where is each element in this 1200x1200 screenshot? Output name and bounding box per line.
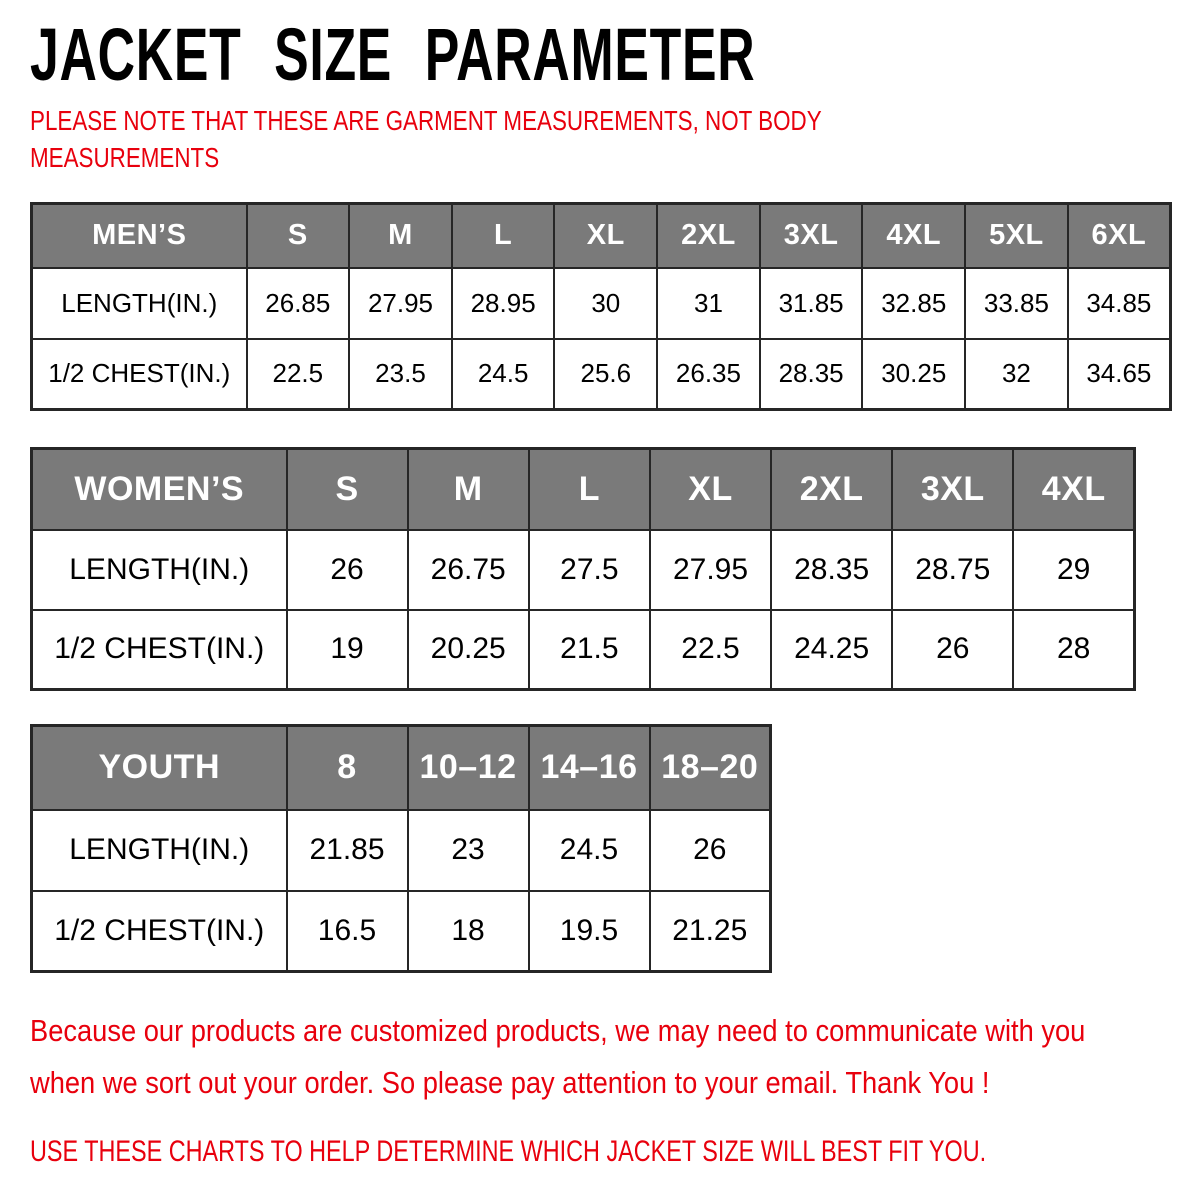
table-row <box>32 530 1135 610</box>
youth-size-col-1: 8 <box>287 726 408 810</box>
womens-size-col-5: 2XL <box>771 449 892 530</box>
size-value: 23 <box>408 810 529 891</box>
row-label: LENGTH(IN.) <box>32 530 287 610</box>
size-value: 27.95 <box>349 268 452 339</box>
size-value: 34.85 <box>1068 268 1171 339</box>
size-value: 26.75 <box>408 530 529 610</box>
youth-header-row <box>32 726 771 810</box>
size-value: 32 <box>965 339 1068 410</box>
size-value: 24.5 <box>452 339 555 410</box>
size-value: 27.5 <box>529 530 650 610</box>
size-value: 24.5 <box>529 810 650 891</box>
fit-instruction <box>30 1133 987 1171</box>
mens-size-col-7: 4XL <box>862 204 965 268</box>
size-value: 29 <box>1013 530 1134 610</box>
text-line: MEASUREMENTS <box>30 142 220 173</box>
mens-size-col-8: 5XL <box>965 204 1068 268</box>
size-value: 28.95 <box>452 268 555 339</box>
size-value: 26 <box>892 610 1013 690</box>
mens-size-col-5: 2XL <box>657 204 760 268</box>
size-value: 34.65 <box>1068 339 1171 410</box>
mens-header-row <box>32 204 1171 268</box>
size-value: 24.25 <box>771 610 892 690</box>
table-row <box>32 610 1135 690</box>
size-value: 21.5 <box>529 610 650 690</box>
size-value: 28 <box>1013 610 1134 690</box>
row-label: LENGTH(IN.) <box>32 810 287 891</box>
size-value: 19 <box>287 610 408 690</box>
size-value: 18 <box>408 891 529 972</box>
table-row <box>32 268 1171 339</box>
table-row <box>32 810 771 891</box>
mens-size-col-4: XL <box>554 204 657 268</box>
size-value: 26 <box>287 530 408 610</box>
size-value: 25.6 <box>554 339 657 410</box>
youth-size-col-4: 18–20 <box>650 726 771 810</box>
text-line: PLEASE NOTE THAT THESE ARE GARMENT MEASUREMENTS, NOT BODY <box>30 105 822 136</box>
mens-size-col-3: L <box>452 204 555 268</box>
womens-size-col-6: 3XL <box>892 449 1013 530</box>
womens-size-col-7: 4XL <box>1013 449 1134 530</box>
youth-size-table <box>30 724 772 973</box>
womens-size-col-1: S <box>287 449 408 530</box>
size-value: 30 <box>554 268 657 339</box>
size-value: 20.25 <box>408 610 529 690</box>
garment-measurement-note <box>30 102 950 176</box>
row-label: LENGTH(IN.) <box>32 268 247 339</box>
page-title: JACKET SIZE PARAMETER <box>30 13 756 96</box>
size-value: 19.5 <box>529 891 650 972</box>
size-value: 26.85 <box>247 268 350 339</box>
womens-group-label: WOMEN’S <box>32 449 287 530</box>
youth-group-label: YOUTH <box>32 726 287 810</box>
youth-size-col-3: 14–16 <box>529 726 650 810</box>
table-row <box>32 891 771 972</box>
size-value: 33.85 <box>965 268 1068 339</box>
size-value: 26.35 <box>657 339 760 410</box>
womens-size-col-3: L <box>529 449 650 530</box>
table-row <box>32 339 1171 410</box>
size-value: 26 <box>650 810 771 891</box>
text-line: when we sort out your order. So please pay attention to your email. Thank You ! <box>30 1065 990 1100</box>
mens-size-table <box>30 202 1172 411</box>
mens-size-col-6: 3XL <box>760 204 863 268</box>
size-value: 16.5 <box>287 891 408 972</box>
text-line: USE THESE CHARTS TO HELP DETERMINE WHICH JACKET SIZE WILL BEST FIT YOU. <box>30 1135 987 1168</box>
size-value: 31 <box>657 268 760 339</box>
row-label: 1/2 CHEST(IN.) <box>32 339 247 410</box>
size-value: 27.95 <box>650 530 771 610</box>
row-label: 1/2 CHEST(IN.) <box>32 610 287 690</box>
size-value: 21.85 <box>287 810 408 891</box>
size-value: 28.35 <box>760 339 863 410</box>
womens-size-col-4: XL <box>650 449 771 530</box>
mens-size-col-9: 6XL <box>1068 204 1171 268</box>
youth-size-col-2: 10–12 <box>408 726 529 810</box>
womens-size-table <box>30 447 1136 691</box>
size-value: 30.25 <box>862 339 965 410</box>
size-value: 22.5 <box>650 610 771 690</box>
row-label: 1/2 CHEST(IN.) <box>32 891 287 972</box>
mens-size-col-1: S <box>247 204 350 268</box>
size-value: 22.5 <box>247 339 350 410</box>
size-value: 31.85 <box>760 268 863 339</box>
size-value: 32.85 <box>862 268 965 339</box>
womens-size-col-2: M <box>408 449 529 530</box>
womens-header-row <box>32 449 1135 530</box>
mens-size-col-2: M <box>349 204 452 268</box>
text-line: Because our products are customized products, we may need to communicate with you <box>30 1013 1086 1048</box>
size-value: 28.35 <box>771 530 892 610</box>
custom-products-note <box>30 1005 1086 1109</box>
size-value: 23.5 <box>349 339 452 410</box>
size-value: 21.25 <box>650 891 771 972</box>
mens-group-label: MEN’S <box>32 204 247 268</box>
size-value: 28.75 <box>892 530 1013 610</box>
